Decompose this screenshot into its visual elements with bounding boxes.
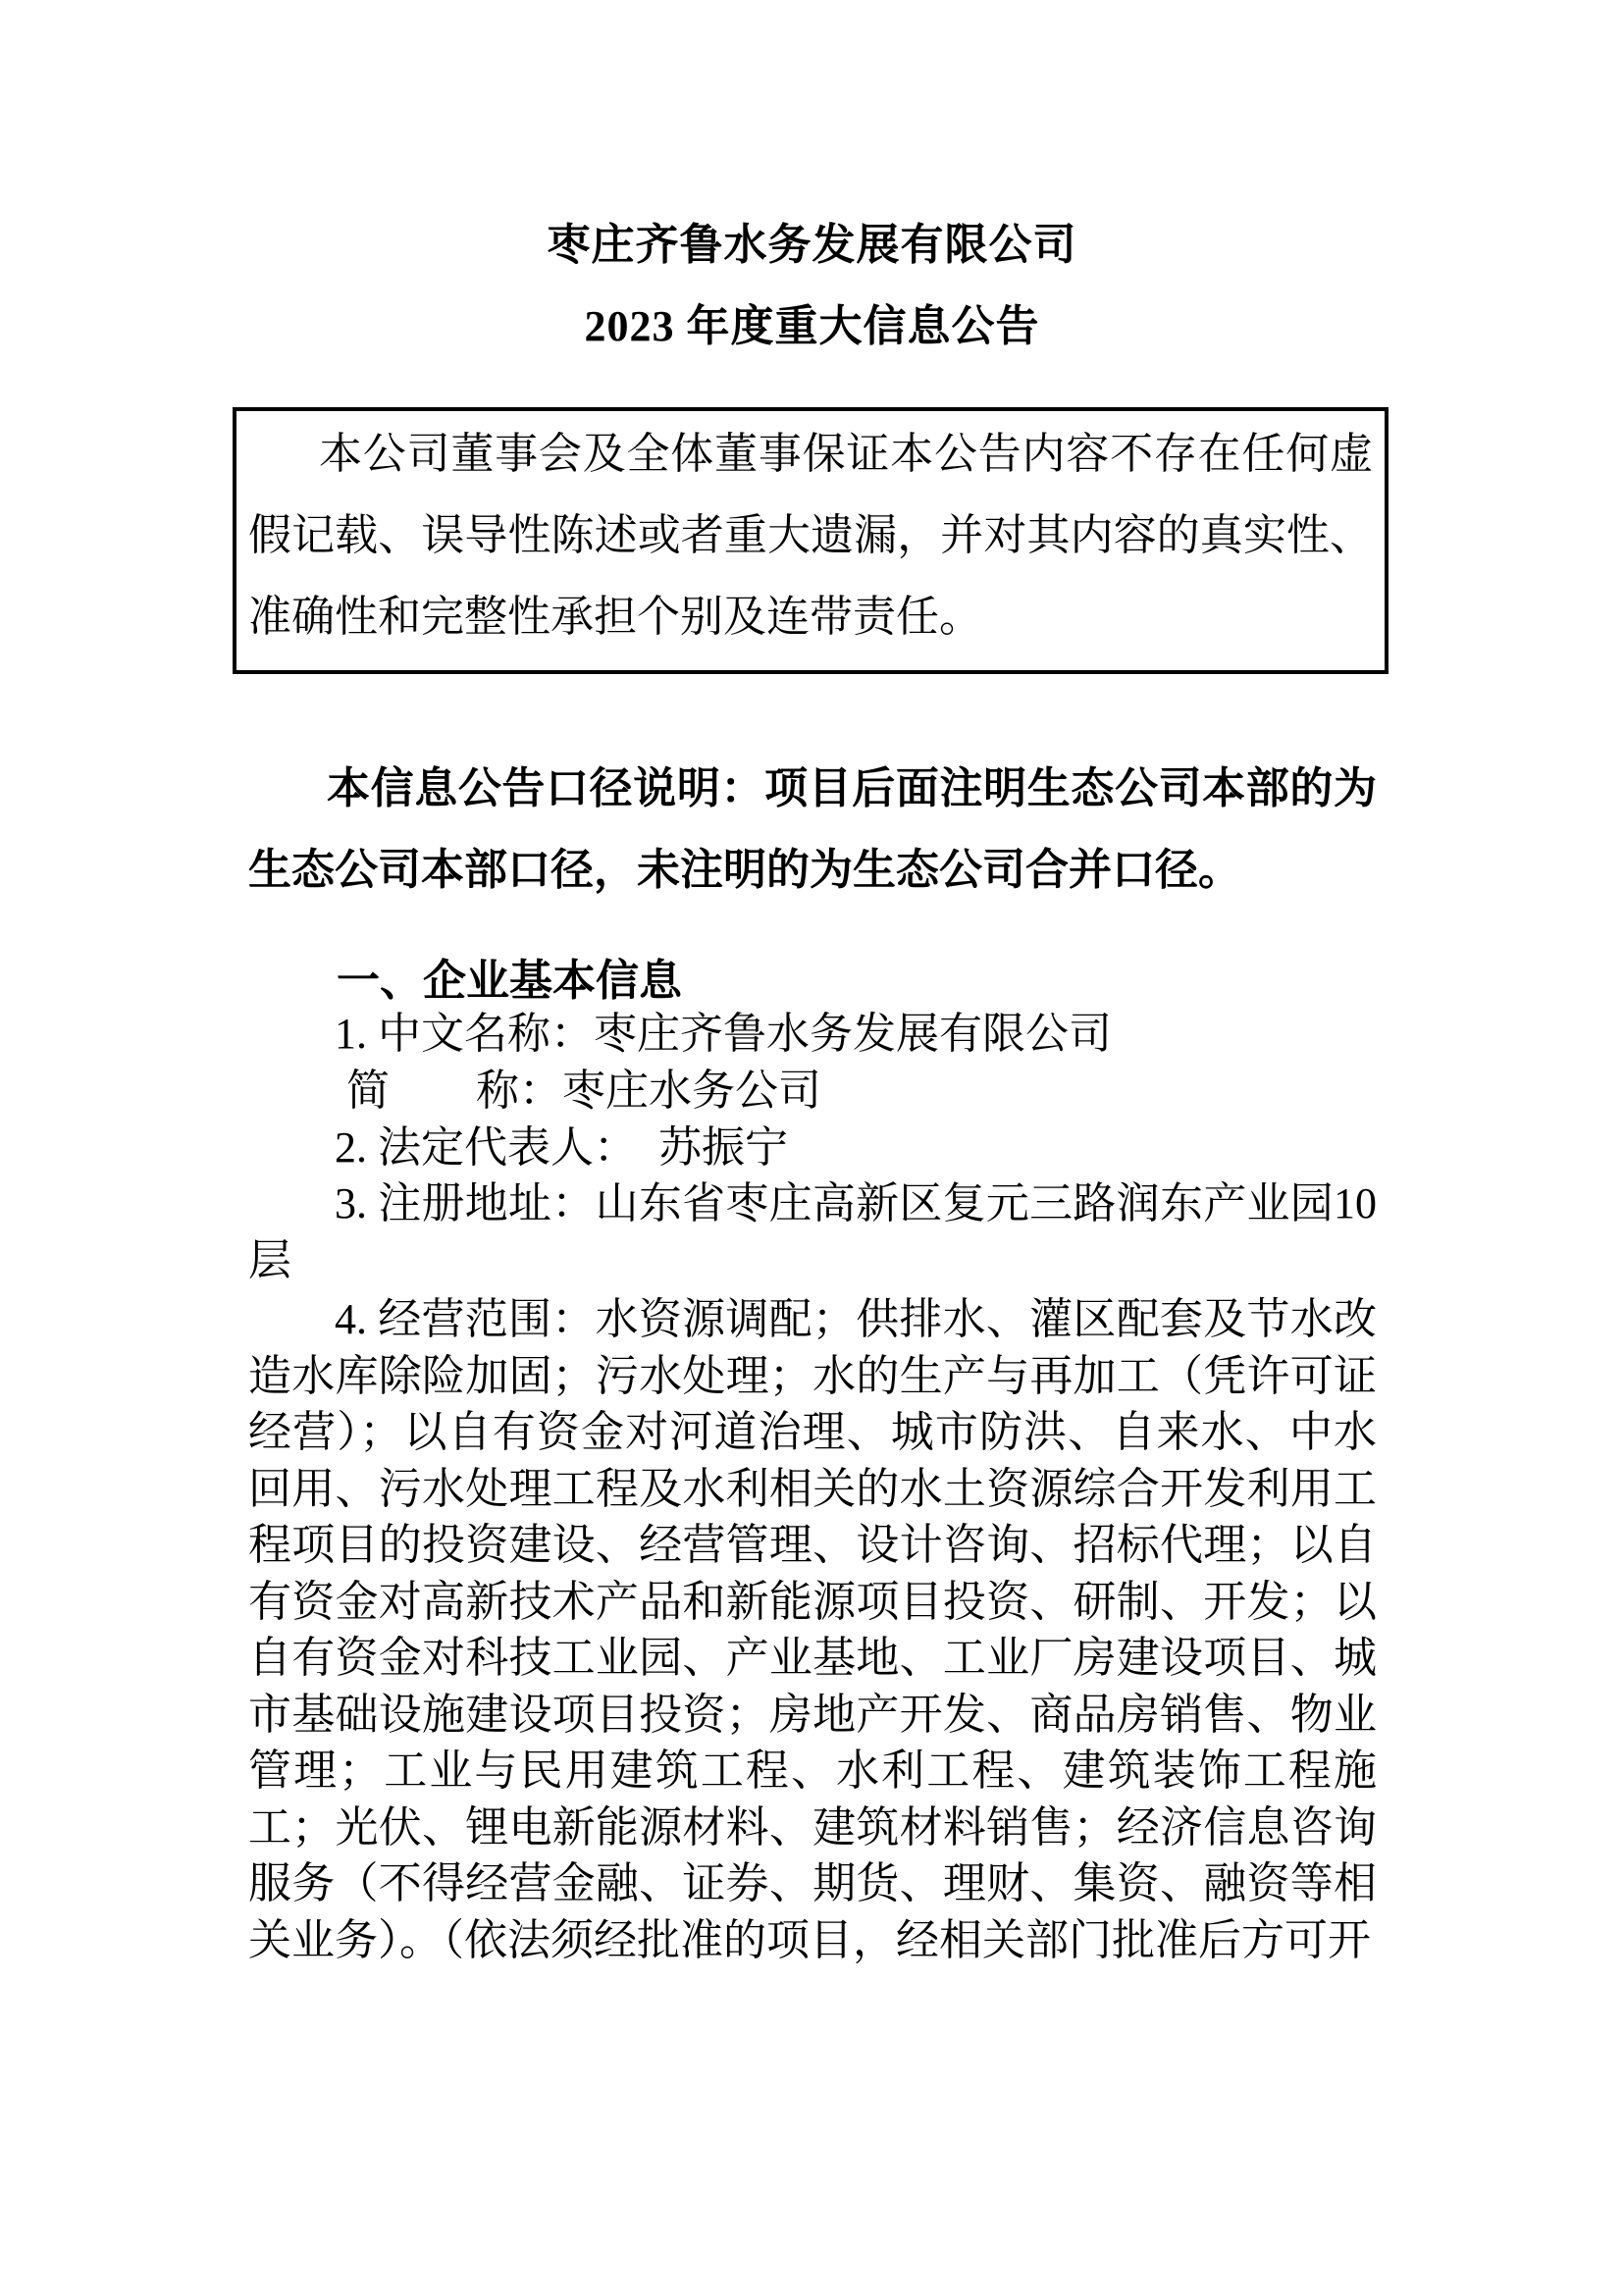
info-item-legal-representative: 2. 法定代表人： 苏振宁	[335, 1123, 788, 1172]
info-item-chinese-name: 1. 中文名称：枣庄齐鲁水务发展有限公司	[335, 1010, 1112, 1058]
section-heading-basic-info: 一、企业基本信息	[337, 957, 682, 1005]
scope-note: 本信息公告口径说明：项目后面注明生态公司本部的为生态公司本部口径，未注明的为生态公司合并口径。	[248, 764, 1377, 894]
info-item-business-scope: 4. 经营范围：水资源调配；供排水、灌区配套及节水改造水库除险加固；污水处理；水的生产与再加工（凭许可证经营）；以自有资金对河道治理、城市防洪、自来水、中水回用、污水处理工程及水利相关的水土资源综合开发利用工程项目的投资建设、经营管理、设计咨询、招标代理；以自有资金对高新技术产品和新能源项目投资、研制、开发；以自有资金对科技工业园、产业基地、工业厂房建设项目、城市基础设施建设项目投资；房地产开发、商品房销售、物业管理；工业与民用建筑工程、水利工程、建筑装饰工程施工；光伏、锂电新能源材料、建筑材料销售；经济信息咨询服务（不得经营金融、证券、期货、理财、集资、融资等相关业务）。（依法须经批准的项目，经相关部门批准后方可开	[248, 1295, 1377, 1964]
page-title: 枣庄齐鲁水务发展有限公司	[547, 221, 1077, 269]
disclaimer-text: 本公司董事会及全体董事保证本公告内容不存在任何虚假记载、误导性陈述或者重大遗漏，并对其内容的真实性、准确性和完整性承担个别及连带责任。	[248, 430, 1373, 641]
disclaimer-box	[233, 407, 1388, 674]
info-item-registered-address: 3. 注册地址：山东省枣庄高新区复元三路润东产业园10层	[248, 1179, 1377, 1284]
page-subtitle: 2023 年度重大信息公告	[584, 302, 1040, 350]
info-item-short-name: 简 称：枣庄水务公司	[346, 1067, 821, 1115]
